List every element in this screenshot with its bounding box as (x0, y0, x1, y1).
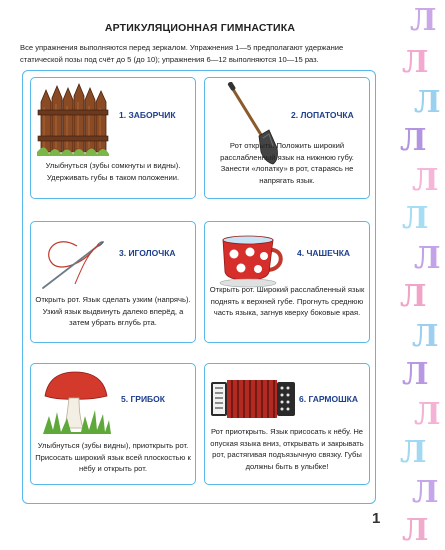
svg-text:Л: Л (414, 85, 441, 120)
exercise-description: Рот приоткрыть. Язык присосать к нёбу. Не опуская языка вниз, открывать и закрывать рот, растягивая подъязычную связку. Губы должны быть в улыбке! (210, 427, 364, 471)
svg-text:Л: Л (412, 475, 439, 510)
exercise-card-accordion (204, 363, 370, 485)
svg-text:Л: Л (410, 3, 437, 38)
fence-icon (37, 82, 109, 156)
exercise-title: 6. ГАРМОШКА (299, 394, 358, 404)
svg-text:Л: Л (400, 435, 427, 470)
exercise-card-cup (204, 221, 370, 343)
exercise-description: Улыбнуться (зубы сомкнуты и видны). Удерживать губы в таком положении. (45, 161, 181, 182)
exercise-description: Открыть рот. Широкий расслабленный язык поднять к верхней губе. Прогнуть среднюю часть языка, загнув кверху боковые края. (209, 285, 365, 317)
svg-text:Л: Л (400, 123, 427, 158)
exercise-description: Улыбнуться (зубы видны), приоткрыть рот. Присосать широкий язык всей плоскостью к нёбу и открыть рот. (35, 441, 191, 473)
exercise-title: 4. ЧАШЕЧКА (297, 248, 351, 258)
svg-text:Л: Л (412, 163, 439, 198)
svg-text:Л: Л (414, 241, 441, 276)
exercise-card-needle (30, 221, 196, 343)
exercise-card-shovel (204, 77, 370, 199)
page-number: 1 (372, 510, 381, 527)
exercise-title: 1. ЗАБОРЧИК (119, 110, 176, 120)
exercise-title: 5. ГРИБОК (121, 394, 165, 404)
decorative-letters-border (400, 0, 445, 550)
exercise-description: Рот открыть. Положить широкий расслабленный язык на нижнюю губу. Занести «лопатку» в рот, стараясь не напрягать язык. (220, 141, 354, 185)
svg-text:Л: Л (402, 357, 429, 392)
mushroom-icon (41, 370, 111, 436)
exercise-title: 3. ИГОЛОЧКА (119, 248, 176, 258)
needle-icon (37, 228, 113, 296)
svg-text:Л: Л (414, 397, 441, 432)
page-title: АРТИКУЛЯЦИОННАЯ ГИМНАСТИКА (104, 22, 296, 34)
cup-icon (219, 232, 289, 288)
svg-text:Л: Л (400, 279, 427, 314)
exercise-card-fence (30, 77, 196, 199)
intro-text: Все упражнения выполняются перед зеркалом. Упражнения 1—5 предполагают удержание статической позы под счёт до 5 (до 10); упражнения 6—12 выполняются 10—15 раз. (20, 43, 344, 64)
exercise-card-mushroom (30, 363, 196, 485)
svg-text:Л: Л (412, 319, 439, 354)
svg-text:Л: Л (402, 45, 429, 80)
accordion-icon (211, 378, 295, 420)
exercise-description: Открыть рот. Язык сделать узким (напрячь). Узкий язык выдвинуть далеко вперёд, а затем убрать вглубь рта. (35, 295, 191, 327)
svg-text:Л: Л (402, 201, 429, 236)
exercises-panel (22, 70, 376, 504)
exercise-title: 2. ЛОПАТОЧКА (291, 110, 354, 120)
svg-text:Л: Л (402, 513, 429, 548)
